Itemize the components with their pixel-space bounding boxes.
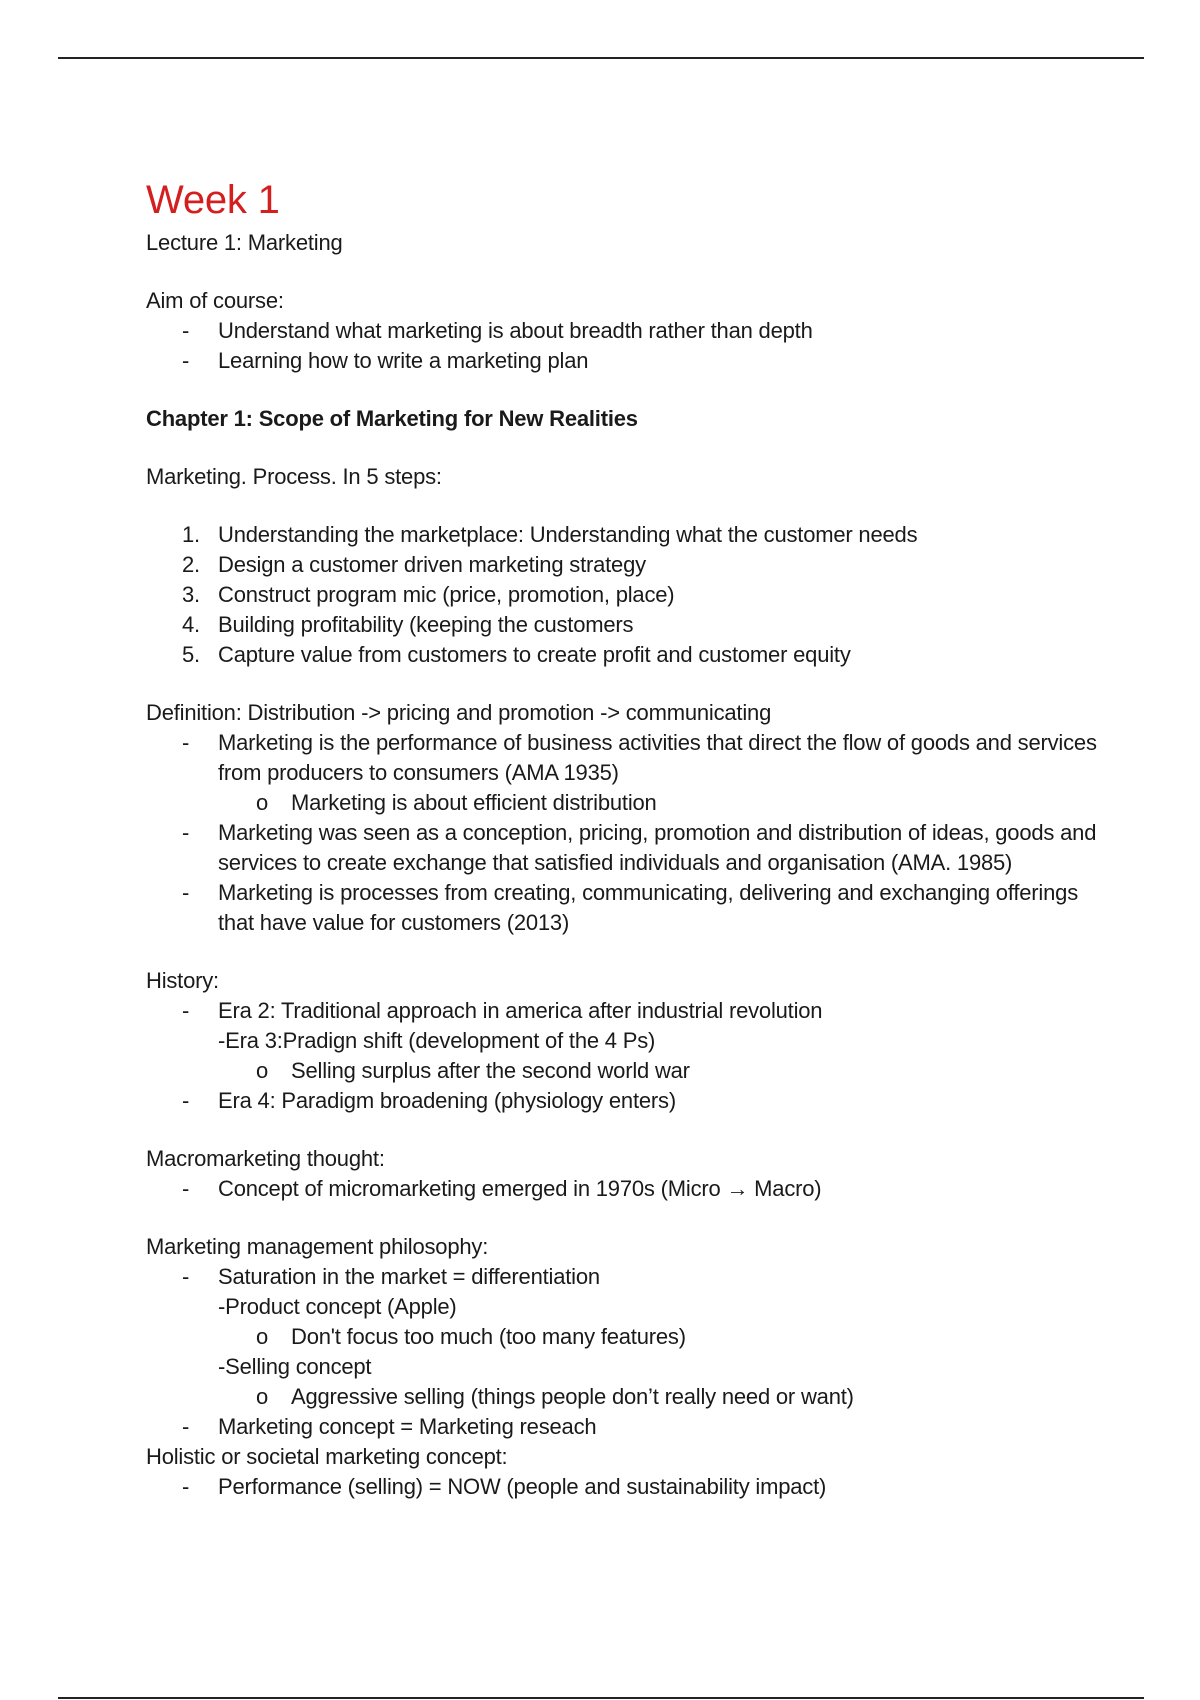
dash-marker: - <box>182 348 190 373</box>
definition-list <box>146 728 1106 938</box>
sub-list <box>218 1056 1106 1086</box>
sub-list-item: o Don't focus too much (too many features) <box>256 1324 686 1349</box>
dash-marker: - <box>182 318 190 343</box>
sub-list <box>218 1382 1106 1412</box>
header-rule <box>58 57 1144 59</box>
history-heading: History: <box>146 968 219 993</box>
list-item: 1. Understanding the marketplace: Understanding what the customer needs <box>182 522 918 547</box>
list-item: - Era 4: Paradigm broadening (physiology enters) <box>182 1088 676 1113</box>
process-steps-list <box>146 520 1106 670</box>
philosophy-heading: Marketing management philosophy: <box>146 1234 489 1259</box>
aim-heading: Aim of course: <box>146 288 284 313</box>
chapter-heading: Chapter 1: Scope of Marketing for New Realities <box>146 406 638 431</box>
sub-list <box>218 788 1106 818</box>
list-item: - Marketing is processes from creating, communicating, delivering and exchanging offerings that have value for customers (2013) <box>182 880 1078 935</box>
list-item: - Marketing is the performance of business activities that direct the flow of goods and services from producers to consumers (AMA 1935) o Marketing is about efficient distribution <box>146 728 1106 818</box>
list-item: - Marketing concept = Marketing reseach <box>182 1414 597 1439</box>
philosophy-list <box>146 1262 1106 1442</box>
lecture-title: Lecture 1: Marketing <box>146 230 343 255</box>
list-item: - Understand what marketing is about breadth rather than depth <box>146 316 1106 346</box>
list-item: -Product concept (Apple) o Don't focus too much (too many features) <box>146 1292 1106 1352</box>
list-item: 3. Construct program mic (price, promotion, place) <box>182 582 675 607</box>
holistic-list <box>146 1472 1106 1502</box>
process-heading: Marketing. Process. In 5 steps: <box>146 464 442 489</box>
list-item: 5. Capture value from customers to create profit and customer equity <box>182 642 851 667</box>
macro-list <box>146 1174 1106 1204</box>
holistic-heading: Holistic or societal marketing concept: <box>146 1444 508 1469</box>
sub-list-item: o Marketing is about efficient distribution <box>146 788 1106 818</box>
circle-marker: o <box>256 790 269 815</box>
sub-list-item: o Aggressive selling (things people don’t really need or want) <box>256 1384 854 1409</box>
document-body <box>146 176 1106 1502</box>
history-list <box>146 996 1106 1116</box>
definition-heading: Definition: Distribution -> pricing and promotion -> communicating <box>146 700 772 725</box>
list-item: - Learning how to write a marketing plan <box>146 346 1106 376</box>
list-item: -Selling concept o Aggressive selling (things people don’t really need or want) <box>146 1352 1106 1412</box>
sub-list-item: o Selling surplus after the second world war <box>256 1058 690 1083</box>
list-item: - Marketing was seen as a conception, pricing, promotion and distribution of ideas, goods and services to create exchange that satisfied individuals and organisation (AMA. 1985) <box>182 820 1097 875</box>
footer-rule <box>58 1697 1144 1699</box>
list-item: - Concept of micromarketing emerged in 1970s (Micro → Macro) <box>182 1176 822 1201</box>
list-item: 4. Building profitability (keeping the customers <box>182 612 634 637</box>
aim-list <box>146 316 1106 376</box>
page-title: Week 1 <box>146 178 280 222</box>
macro-heading: Macromarketing thought: <box>146 1146 385 1171</box>
list-item: - Performance (selling) = NOW (people and sustainability impact) <box>182 1474 827 1499</box>
list-item: 2. Design a customer driven marketing strategy <box>182 552 646 577</box>
sub-list <box>218 1322 1106 1352</box>
list-item: - Saturation in the market = differentiation <box>182 1264 600 1289</box>
list-item: - Era 2: Traditional approach in america after industrial revolution <box>182 998 823 1023</box>
list-item: -Era 3:Pradign shift (development of the 4 Ps) o Selling surplus after the second world war <box>146 1026 1106 1086</box>
